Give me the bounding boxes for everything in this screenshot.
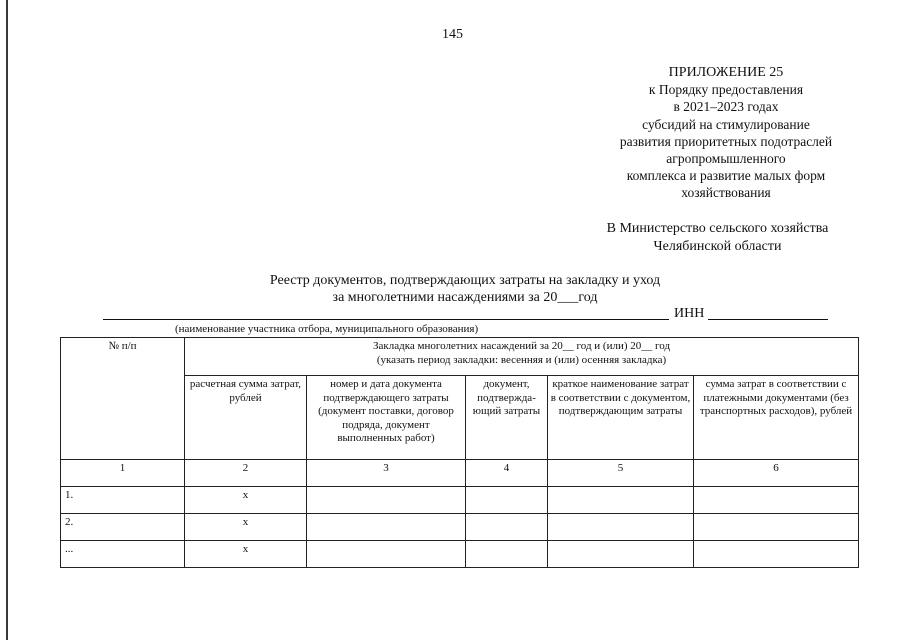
table-header-row xyxy=(61,338,859,376)
column-header-document-number-date: номер и дата документа подтверждающего затраты (документ поставки, договор подряда, документ выполненных работ) xyxy=(307,376,466,460)
row-number: ... xyxy=(61,541,185,568)
appendix-line: комплекса и развитие малых форм xyxy=(626,168,826,184)
cost-name-cell[interactable] xyxy=(548,541,694,568)
appendix-line: развития приоритетных подотраслей xyxy=(619,133,833,149)
document-cell[interactable] xyxy=(466,514,548,541)
addressee-line: В Министерство сельского хозяйства xyxy=(606,221,829,236)
table-row xyxy=(61,514,859,541)
page-number: 145 xyxy=(442,27,463,42)
row-number: 2. xyxy=(61,514,185,541)
appendix-line: в 2021–2023 годах xyxy=(673,99,779,115)
appendix-line: субсидий на стимулирование xyxy=(642,116,810,132)
group-header-line: (указать период закладки: весенняя и (или) осенняя закладка) xyxy=(376,353,667,366)
document-number-date-cell[interactable] xyxy=(307,514,466,541)
estimated-sum-cell[interactable]: x xyxy=(185,487,307,514)
estimated-sum-cell[interactable]: x xyxy=(185,514,307,541)
column-header-estimated-sum: расчетная сумма затрат, рублей xyxy=(185,376,307,460)
inn-field[interactable] xyxy=(708,319,828,320)
cost-name-cell[interactable] xyxy=(548,514,694,541)
document-title xyxy=(180,272,750,306)
appendix-line: агропромышленного xyxy=(666,151,786,167)
payment-sum-cell[interactable] xyxy=(694,514,859,541)
table-row xyxy=(61,487,859,514)
column-number: 4 xyxy=(466,460,548,487)
appendix-title: ПРИЛОЖЕНИЕ 25 xyxy=(668,65,784,80)
column-numbers-row xyxy=(61,460,859,487)
document-cell[interactable] xyxy=(466,541,548,568)
column-header-cost-name: краткое наименование затрат в соответствии с документом, подтверждающим затраты xyxy=(548,376,694,460)
addressee-line: Челябинской области xyxy=(653,238,782,254)
document-title-line: за многолетними насаждениями за 20___год xyxy=(332,290,598,305)
column-header-number: № п/п xyxy=(61,338,185,460)
column-number: 3 xyxy=(307,460,466,487)
document-title-line: Реестр документов, подтверждающих затраты на закладку и уход xyxy=(269,273,661,288)
participant-name-field[interactable] xyxy=(103,319,669,320)
column-number: 2 xyxy=(185,460,307,487)
payment-sum-cell[interactable] xyxy=(694,541,859,568)
participant-caption: (наименование участника отбора, муниципального образования) xyxy=(175,323,479,335)
column-header-document: документ, подтвержда-ющий затраты xyxy=(466,376,548,460)
document-cell[interactable] xyxy=(466,487,548,514)
group-header-line: Закладка многолетних насаждений за 20__ год и (или) 20__ год xyxy=(372,340,671,352)
registry-table xyxy=(60,337,859,568)
column-number: 1 xyxy=(61,460,185,487)
document-number-date-cell[interactable] xyxy=(307,541,466,568)
page-edge-line xyxy=(6,0,8,640)
document-number-date-cell[interactable] xyxy=(307,487,466,514)
appendix-line: к Порядку предоставления xyxy=(648,82,804,98)
table-row xyxy=(61,541,859,568)
appendix-block xyxy=(600,64,852,202)
addressee-block xyxy=(575,220,860,255)
estimated-sum-cell[interactable]: x xyxy=(185,541,307,568)
column-group-header xyxy=(185,338,859,376)
column-number: 5 xyxy=(548,460,694,487)
payment-sum-cell[interactable] xyxy=(694,487,859,514)
appendix-line: хозяйствования xyxy=(681,185,771,201)
row-number: 1. xyxy=(61,487,185,514)
column-number: 6 xyxy=(694,460,859,487)
column-header-payment-sum: сумма затрат в соответствии с платежными документами (без транспортных расходов), рублей xyxy=(694,376,859,460)
inn-label: ИНН xyxy=(674,306,705,321)
cost-name-cell[interactable] xyxy=(548,487,694,514)
